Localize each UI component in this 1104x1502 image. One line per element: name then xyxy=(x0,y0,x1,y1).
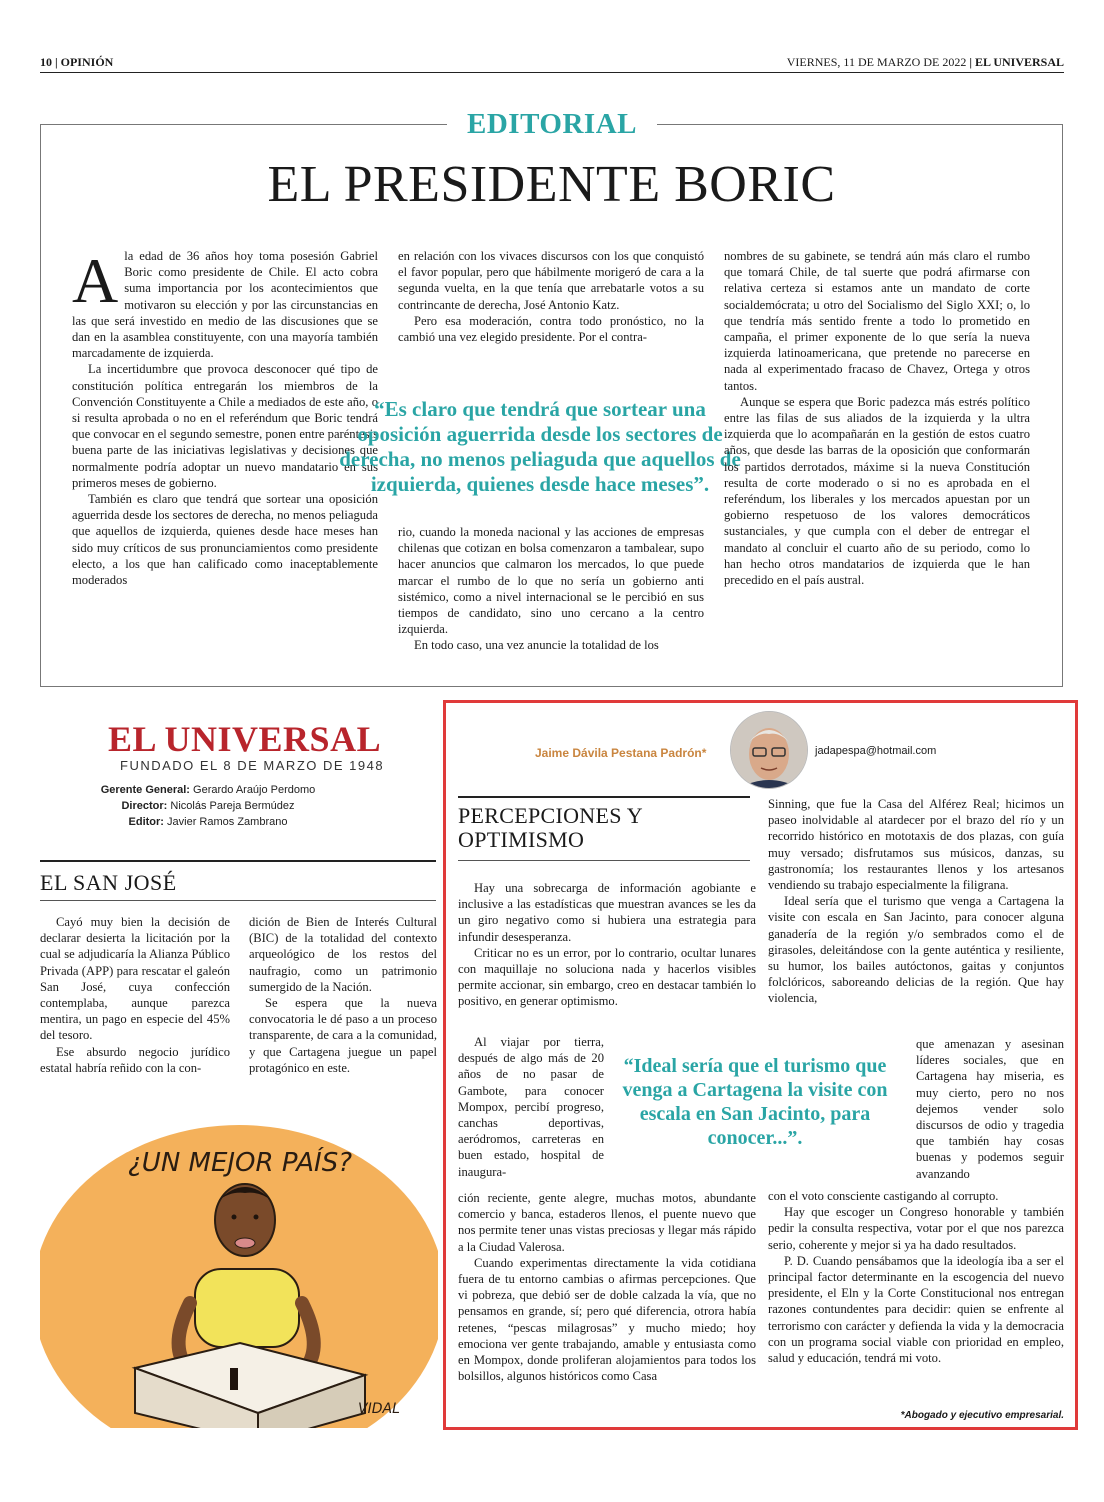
column-right-bottom xyxy=(768,1188,1064,1366)
column-right-narrow xyxy=(916,1036,1064,1182)
staff-line: Gerente General: Gerardo Araújo Perdomo xyxy=(100,784,316,796)
editorial-label: EDITORIAL xyxy=(0,108,1104,141)
sanjose-paragraph: Cayó muy bien la decisión de declarar desierta la licitación por la cual se adjudicaría la Alianza Público Privada (APP) para rescatar el galeón San José, cuya confección contemplaba, aunque parezca mentira, un pago en especie del 45% del tesoro. xyxy=(40,915,230,1043)
column-right-top xyxy=(768,796,1064,1007)
masthead-logo: EL UNIVERSAL xyxy=(108,719,382,759)
column-author: Jaime Dávila Pestana Padrón* xyxy=(535,746,707,760)
column-paragraph: con el voto consciente castigando al corrupto. xyxy=(768,1189,999,1203)
author-email[interactable]: jadapespa@hotmail.com xyxy=(815,745,937,757)
editorial-col3 xyxy=(724,248,1030,588)
column-paragraph: P. D. Cuando pensábamos que la ideología iba a ser el principal factor determinante en la escogencia del nuevo presidente, el Eln y la Corte Constitucional nos entregan razones contundentes para decidir: quien se enfrente al terrorismo con carácter y defienda la vida y la democracia con un programa social viable con prioridad en empleo, salud y educación, tendrá mi voto. xyxy=(768,1253,1064,1366)
column-left-bottom xyxy=(458,1190,756,1384)
column-paragraph: Al viajar por tierra, después de algo más de 20 años de no pasar de Gambote, para conocer Mompox, percibí progreso, canchas deportivas, aeródromos, carreteras en buen estado, hospital de inaugura- xyxy=(458,1035,604,1179)
editorial-paragraph: La incertidumbre que provoca desconocer qué tipo de constitución política entregarán los miembros de la Convención Constituyente a Chile a mediados de este año, o si resulta aprobada o no en el referéndum que Boric tendrá que convocar en el segundo semestre, ponen entre paréntesis buena parte de las iniciativas legislativas y decisiones que normalmente podría adoptar un nuevo mandatario en sus primeros meses de gobierno. xyxy=(72,362,378,490)
staff-line: Editor: Javier Ramos Zambrano xyxy=(128,816,288,828)
date-text: VIERNES, 11 DE MARZO DE 2022 xyxy=(786,55,967,69)
column-paragraph: Cuando experimentas directamente la vida cotidiana fuera de tu entorno cambias o afirmas percepciones. Que vi pobreza, que debió ser de doble calzada la vía, que no pensamos en grande, sí; pero qué diferencia, otrora había retenes, “pescas milagrosas” y mucho miedo; hoy emociona ver gente trabajando, amable y entusiasta como en Mompox, donde proliferan alojamientos para todos los bolsillos, algunos históricos como Casa xyxy=(458,1255,756,1384)
editorial-pullquote: “Es claro que tendrá que sortear una oposición aguerrida desde los sectores de derecha, no menos peliaguda que aquellos de izquierda, quienes desde hace meses”. xyxy=(339,397,741,496)
column-paragraph: Ideal sería que el turismo que venga a Cartagena la visite con escala en San Jacinto, para conocer alguna ganadería de la región y/o sembrados como el de girasoles, deleitándose con la gente auténtica y resiliente, su humor, los bailes autóctonos, gaitas y conjuntos folclóricos, saboreando delicias de la región. Que hay violencia, xyxy=(768,894,1064,1006)
column-title: PERCEPCIONES Y OPTIMISMO xyxy=(458,803,643,852)
staff-line: Director: Nicolás Pareja Bermúdez xyxy=(121,800,295,812)
sanjose-paragraph: Se espera que la nueva convocatoria le dé paso a un proceso transparente, de cara a la comunidad, y que Cartagena juegue un papel protagónico en este. xyxy=(249,996,437,1075)
column-paragraph: Hay una sobrecarga de información agobiante e inclusive a las estadísticas que muestran avances se les da un giro negativo como si hubiera una estrategia para infundir desesperanza. xyxy=(458,881,756,944)
editorial-paragraph: También es claro que tendrá que sortear una oposición aguerrida desde los sectores de derecha, no menos peliaguda que aquellos de izquierda, quienes desde hace meses han sido muy críticos de sus pronunciamientos como presidente electo, a los que han calificado como inaceptablemente moderados xyxy=(72,492,378,588)
column-pullquote: “Ideal sería que el turismo que venga a Cartagena la visite con escala en San Jacinto, para conocer...”. xyxy=(622,1055,888,1149)
sanjose-rule xyxy=(40,860,436,862)
editorial-paragraph: Pero esa moderación, contra todo pronóstico, no la cambió una vez elegido presidente. Por el contra- xyxy=(398,313,704,345)
column-title-rule xyxy=(458,796,750,798)
sanjose-col2 xyxy=(249,914,437,1076)
editorial-paragraph: nombres de su gabinete, se tendrá aún más claro el rumbo que tomará Chile, de tal suerte que podrá afirmarse con relativa certeza si estamos ante un mandato de corte socialdemócrata; u otro del Socialismo del Siglo XXI; o, lo que tendría más sentido frente a todo lo prometido en campaña, el primer exponente de lo que sería la nueva izquierda latinoamericana, que pretende no parecerse en nada al experimentado fracaso de Chavez, Ortega y otros tantos. xyxy=(724,249,1030,393)
editorial-paragraph: En todo caso, una vez anuncie la totalidad de los xyxy=(414,638,659,653)
editorial-paragraph: rio, cuando la moneda nacional y las acciones de empresas chilenas que cotizan en bolsa comenzaron a tambalear, supo hacer anuncios que calmaron los mercados, lo que puede marcar el rumbo de lo que no sería un gobierno anti sistémico, como a nivel internacional se le percibió en sus tiempos de candidato, sino uno cercano a la centro izquierda. xyxy=(398,525,704,637)
sanjose-rule-bottom xyxy=(40,900,436,901)
column-title-rule-bottom xyxy=(458,860,750,861)
column-left-narrow xyxy=(458,1034,604,1180)
sanjose-col1 xyxy=(40,914,230,1076)
masthead-founded: FUNDADO EL 8 DE MARZO DE 1948 xyxy=(120,758,385,773)
editorial-col2-top xyxy=(398,248,704,345)
cartoon-illustration xyxy=(40,1113,438,1428)
editorial-paragraph: la edad de 36 años hoy toma posesión Gabriel Boric como presidente de Chile. El acto cobra suma importancia por los acontecimientos que motivaron su elección y por las circunstancias en las que será investido en medio de las discusiones que se dan en la asamblea constituyente, con una mayoría también marcadamente de izquierda. xyxy=(72,249,378,361)
sanjose-paragraph: dición de Bien de Interés Cultural (BIC) de la totalidad del contexto arqueológico de los restos del naufragio, como un patrimonio sumergido de la Nación. xyxy=(249,915,437,994)
sanjose-title: EL SAN JOSÉ xyxy=(40,870,177,895)
page-date xyxy=(787,55,1064,70)
page-section-label: 10 | OPINIÓN xyxy=(40,55,114,69)
author-photo xyxy=(730,711,808,789)
column-paragraph: que amenazan y asesinan líderes sociales, que en Cartagena hay miseria, es muy cierto, pero no nos dejemos vender solo discursos de odio y tragedia que también hay cosas buenas y podemos seguir avanzando xyxy=(916,1037,1064,1181)
masthead-staff xyxy=(60,782,356,830)
author-signature: *Abogado y ejecutivo empresarial. xyxy=(900,1410,1064,1421)
paper-name: | EL UNIVERSAL xyxy=(969,55,1064,69)
column-paragraph: Hay que escoger un Congreso honorable y también pedir la consulta respectiva, votar por el que nos parezca serio, coherente y mejor si ya ha dado resultados. xyxy=(768,1205,1064,1252)
cartoon-signature: VIDAL xyxy=(358,1401,400,1417)
editorial-paragraph: en relación con los vivaces discursos con los que conquistó el favor popular, pero que hábilmente morigeró de cara a la segunda vuelta, en la que tenía que arrebatarle votos a su contrincante de derecha, José Antonio Katz. xyxy=(398,249,704,312)
editorial-title: EL PRESIDENTE BORIC xyxy=(267,156,836,213)
column-paragraph: Criticar no es un error, por lo contrario, ocultar lunares con maquillaje no soluciona nada y hacerlos visibles permite accionar, sin embargo, creo en destacar también lo positivo, en generar optimismo. xyxy=(458,945,756,1009)
editorial-col2-bottom xyxy=(398,524,704,654)
cartoon-caption: ¿UN MEJOR PAÍS? xyxy=(127,1148,353,1178)
header-rule xyxy=(40,72,1064,73)
sanjose-paragraph: Ese absurdo negocio jurídico estatal habría reñido con la con- xyxy=(40,1044,230,1075)
column-paragraph: ción reciente, gente alegre, muchas motos, abundante comercio y banca, estaderos llenos, el puente nuevo que nos permite tener unas vistas preciosas y llegar más rápido a la Ciudad Valerosa. xyxy=(458,1191,756,1254)
editorial-paragraph: Aunque se espera que Boric padezca más estrés político entre las filas de sus aliados de la izquierda y la ultra izquierda que lo acompañarán en la gestión de estos cuatro años, que desde las barras de la oposición que conformarán los partidos derrotados, máxime si la nueva Constitución resulta de corte moderado o si no es aprobada en el referéndum, los liberales y los mercados apuestan por un gobierno respetuoso de los valores democráticos sustanciales, y que cumpla con el deber de entregar el mandato al concluir el cuarto año de su periodo, como lo han hecho otros mandatarios de izquierda que le han precedido en el país austral. xyxy=(724,394,1030,588)
column-left-top xyxy=(458,880,756,1010)
author-portrait xyxy=(731,712,807,788)
drop-cap: A xyxy=(72,245,119,316)
column-paragraph: Sinning, que fue la Casa del Alférez Real; hicimos un paseo inolvidable al atardecer por el brazo del río y un recorrido histórico en mototaxis de dos plazas, con guía muy versado; disfrutamos sus músicos, danzas, su gastronomía; los restaurantes llenos y los artesanos vendiendo su trabajo especialmente la filigrana. xyxy=(768,797,1064,893)
